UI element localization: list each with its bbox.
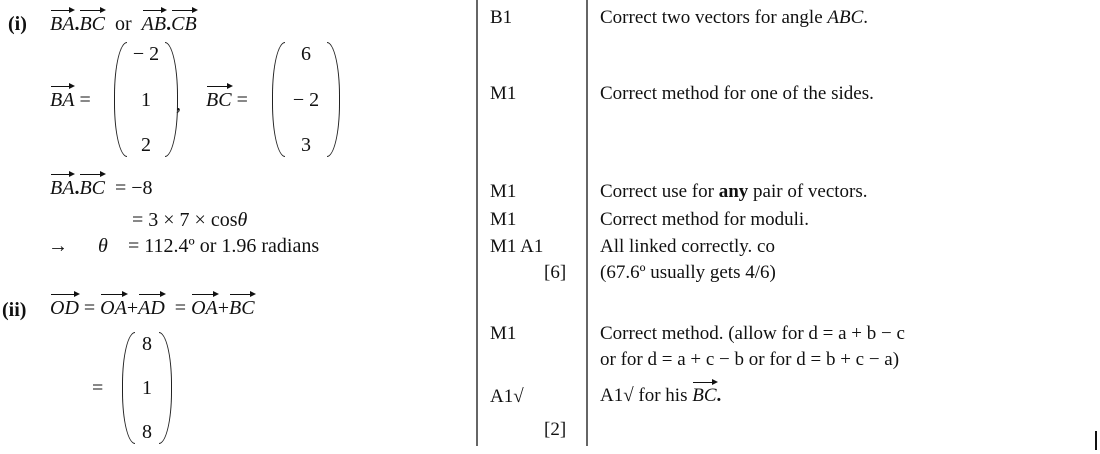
dot-operator: .: [74, 177, 80, 199]
mark-a1-followthrough: A1√: [490, 386, 524, 407]
vector-ba: BA: [50, 84, 74, 110]
period: .: [716, 385, 722, 406]
comment-a1-followthrough: [600, 380, 721, 405]
arrow-icon: →: [48, 235, 68, 257]
dot-product-line: [50, 172, 153, 198]
right-paren: [327, 42, 340, 157]
vector-entry: 1: [141, 88, 151, 111]
vector-bc: BC: [692, 380, 716, 405]
equals: =: [83, 297, 96, 319]
vector-entry: 8: [142, 421, 152, 443]
angle-result: = 112.4º or 1.96 radians: [128, 235, 320, 257]
ba-label: [50, 84, 91, 110]
vector-bc: BC: [79, 172, 105, 198]
equals: =: [174, 297, 187, 319]
comment-method-alternatives: or for d = a + c − b or for d = b + c − a): [600, 349, 900, 370]
vector-entry: − 2: [292, 88, 320, 111]
comment-m1-moduli: Correct method for moduli.: [600, 209, 809, 230]
comment-text: Correct two vectors for angle: [600, 7, 828, 28]
od-column-vector: [122, 332, 172, 444]
theta-symbol: θ: [98, 235, 108, 257]
vector-cb: CB: [171, 8, 197, 34]
part-ii-label: (ii): [2, 299, 27, 321]
vector-entry: 3: [301, 134, 311, 156]
vector-ba: BA: [50, 172, 74, 198]
marks-column-divider: [476, 0, 478, 446]
theta-symbol: θ: [237, 209, 248, 231]
cos-expression: = 3 × 7 × cos: [132, 209, 238, 231]
vector-oa: OA: [100, 292, 127, 318]
comment-text: Correct use for: [600, 181, 719, 202]
equals: =: [92, 377, 104, 399]
part-i-label: (i): [8, 13, 27, 35]
mark-m1: M1: [490, 181, 517, 202]
vector-entry: 2: [141, 134, 151, 156]
bc-label: [206, 84, 248, 110]
vector-bc: BC: [79, 8, 105, 34]
comment-b1: [600, 8, 868, 27]
comma: ,: [176, 93, 181, 115]
mark-total-6: [6]: [544, 262, 567, 283]
comment-m1-sides: Correct method for one of the sides.: [600, 83, 874, 104]
comment-linked: All linked correctly. co: [600, 236, 775, 257]
period: .: [863, 7, 869, 28]
comment-text: pair of vectors.: [748, 181, 868, 202]
comment-m1-any-pair: [600, 182, 868, 201]
angle-name: ABC: [827, 7, 864, 28]
mark-m1: M1: [490, 323, 517, 344]
equals: =: [79, 89, 91, 111]
vector-oa: OA: [191, 292, 218, 318]
cos-line: [132, 210, 247, 230]
vector-entry: 8: [142, 333, 152, 355]
vector-od: OD: [50, 292, 79, 318]
vector-bc: BC: [229, 292, 255, 318]
plus: +: [126, 297, 139, 319]
left-paren: [122, 332, 135, 444]
left-paren: [114, 42, 127, 157]
dot-product-value: = −8: [115, 177, 153, 199]
emphasis-any: any: [718, 181, 749, 202]
equals: =: [236, 89, 248, 111]
mark-total-2: [2]: [544, 419, 567, 440]
or-text: or: [115, 13, 132, 35]
mark-m1: M1: [490, 209, 517, 230]
comment-text: A1√ for his: [600, 385, 693, 406]
mark-b1: B1: [490, 7, 513, 28]
dot-operator: .: [166, 13, 172, 35]
vector-bc: BC: [206, 84, 232, 110]
vector-entry: 1: [142, 377, 152, 399]
part-i-heading: [50, 8, 197, 34]
mark-m1: M1: [490, 83, 517, 104]
right-paren: [159, 332, 172, 444]
mark-m1-a1: M1 A1: [490, 236, 544, 257]
vector-ab: AB: [142, 8, 166, 34]
text-cursor: [1095, 431, 1097, 450]
plus: +: [217, 297, 230, 319]
vector-ad: AD: [138, 292, 165, 318]
vector-entry: − 2: [132, 43, 160, 65]
comments-column-divider: [586, 0, 588, 446]
dot-operator: .: [74, 13, 80, 35]
ba-column-vector: [114, 42, 178, 157]
bc-column-vector: [272, 42, 340, 157]
vector-ba: BA: [50, 8, 74, 34]
comment-67-6: (67.6º usually gets 4/6): [600, 262, 776, 283]
left-paren: [272, 42, 285, 157]
vector-entry: 6: [301, 43, 311, 65]
od-equation: [50, 292, 255, 318]
comment-method-allow: Correct method. (allow for d = a + b − c: [600, 323, 905, 344]
